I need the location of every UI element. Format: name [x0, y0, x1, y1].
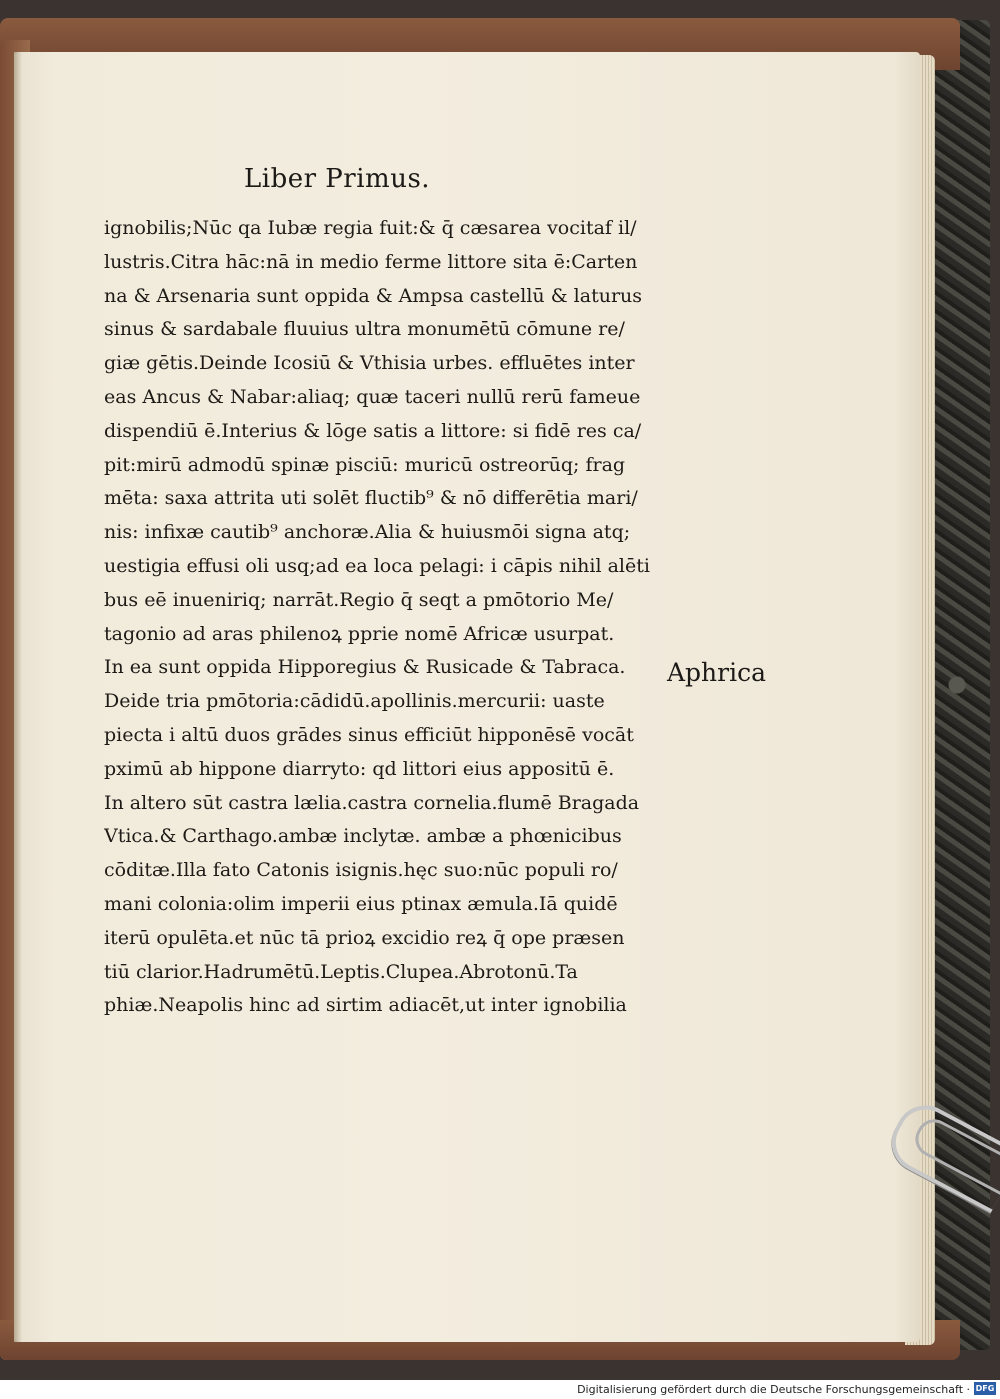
running-head: Liber Primus. [244, 164, 431, 194]
text-line: mani colonia:olim imperii eius ptinax æmula.Iā quidē [104, 892, 618, 915]
text-line: Vtica.& Carthago.ambæ inclytæ. ambæ a phœnicibus [104, 825, 622, 848]
text-line: bus eē inueniriq; narrāt.Regio q̄ seqt a pmōtorio Me/ [104, 588, 614, 611]
text-line: cōditæ.Illa fato Catonis isignis.hęc suo:nūc populi ro/ [104, 859, 618, 882]
text-line: giæ gētis.Deinde Icosiū & Vthisia urbes. effluētes inter [104, 352, 635, 375]
dfg-logo: DFG [975, 1384, 995, 1393]
text-line: pximū ab hippone diarryto: qd littori eius appositū ē. [104, 757, 615, 780]
text-line: lustris.Citra hāc:nā in medio ferme littore sita ē:Carten [104, 250, 638, 273]
text-line: Deide tria pmōtoria:cādidū.apollinis.mercurii: uaste [104, 690, 605, 713]
marginal-note: Aphrica [667, 658, 767, 687]
text-line: phiæ.Neapolis hinc ad sirtim adiacēt,ut inter ignobilia [104, 994, 627, 1017]
text-line: piecta i altū duos grādes sinus efficiūt hipponēsē vocāt [104, 723, 634, 746]
text-line: In altero sūt castra lælia.castra cornelia.flumē Bragada [104, 791, 640, 814]
text-line: uestigia effusi oli usq;ad ea loca pelagi: i cāpis nihil alēti [104, 554, 650, 577]
main-text-block [104, 212, 664, 1023]
text-line: In ea sunt oppida Hipporegius & Rusicade & Tabraca. [104, 656, 626, 679]
text-line: nis: infixæ cautib⁹ anchoræ.Alia & huiusmōi signa atq; [104, 521, 631, 544]
text-line: eas Ancus & Nabar:aliaq; quæ taceri nullū rerū fameue [104, 385, 641, 408]
text-line: na & Arsenaria sunt oppida & Ampsa castellū & laturus [104, 284, 643, 307]
text-line: sinus & sardabale fluuius ultra monumētū cōmune re/ [104, 318, 625, 341]
text-line: tiū clarior.Hadrumētū.Leptis.Clupea.Abrotonū.Ta [104, 960, 578, 983]
text-line: pit:mirū admodū spinæ pisciū: muricū ostreorūq; frag [104, 453, 626, 476]
text-line: tagonio ad aras philenoꝝ pprie nomē Africæ usurpat. [104, 622, 615, 645]
text-line: dispendiū ē.Interius & lōge satis a littore: si fidē res ca/ [104, 419, 642, 442]
text-line: mēta: saxa attrita uti solēt fluctib⁹ & nō differētia mari/ [104, 487, 638, 510]
footer-credit: Digitalisierung gefördert durch die Deutsche Forschungsgemeinschaft · [577, 1383, 970, 1396]
text-line: iterū opulēta.et nūc tā prioꝝ excidio reꝝ q̄ ope præsen [104, 926, 625, 949]
text-line: ignobilis;Nūc qa Iubæ regia fuit:& q̄ cæsarea vocitaf il/ [104, 217, 637, 239]
page-gutter [14, 52, 22, 1342]
